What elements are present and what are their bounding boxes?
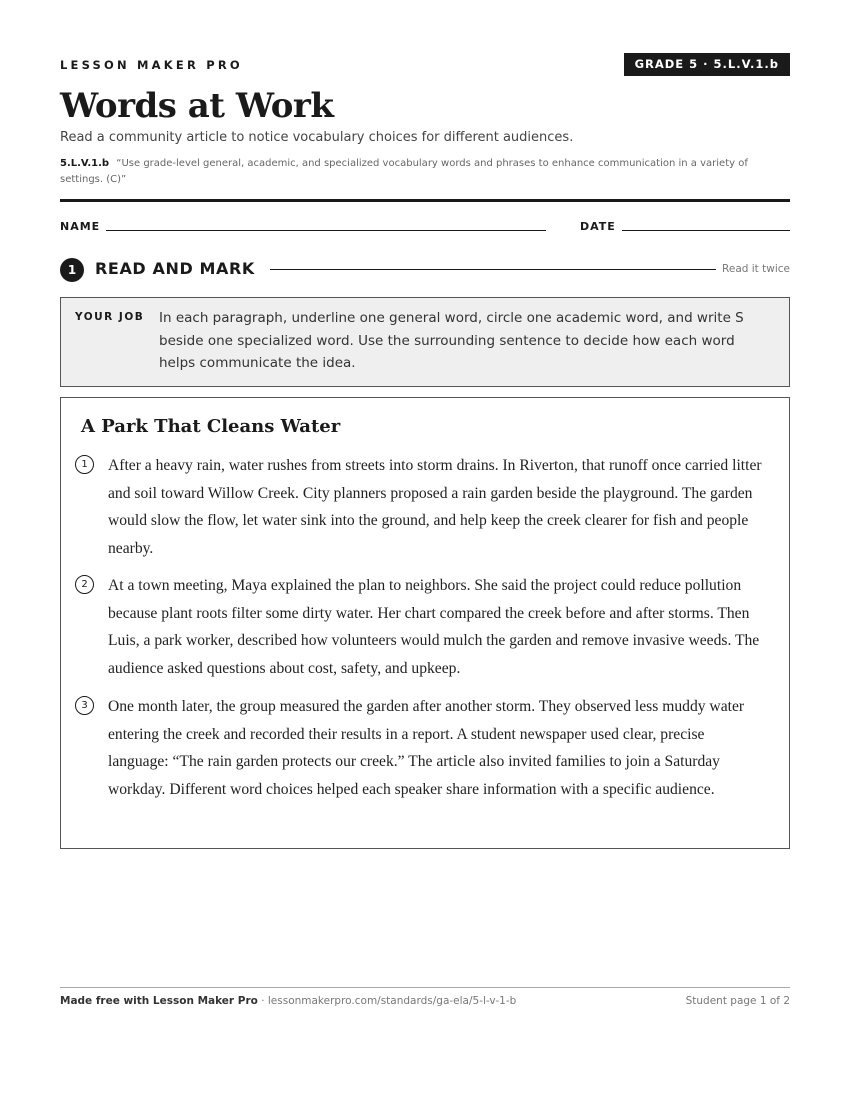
page-title: Words at Work xyxy=(60,86,334,126)
paragraph-text: At a town meeting, Maya explained the plan to neighbors. She said the project could reduce pollution because plant roots filter some dirty water. Her chart compared the creek before and after storms. Then Luis, a park worker, described how volunteers would mulch the garden and remove invasive weeds. The audience asked questions about cost, safety, and upkeep. xyxy=(108,577,760,677)
grade-badge: GRADE 5 · 5.L.V.1.b xyxy=(624,53,790,76)
name-label: NAME xyxy=(60,220,101,233)
footer-made-with: Made free with Lesson Maker Pro xyxy=(60,995,258,1007)
footer-credit xyxy=(60,995,516,1007)
standard-description xyxy=(60,156,790,188)
article-box xyxy=(60,397,790,849)
paragraph-number: 3 xyxy=(75,696,94,715)
section-divider xyxy=(270,269,716,270)
section-title: READ AND MARK xyxy=(95,259,255,278)
instructions-label: YOUR JOB xyxy=(75,311,145,323)
footer-divider xyxy=(60,987,790,988)
worksheet-page xyxy=(60,0,790,1100)
name-field-line[interactable] xyxy=(106,230,546,231)
footer-url-link[interactable]: lessonmakerpro.com/standards/ga-ela/5-l-v-1-b xyxy=(267,995,517,1007)
header-divider xyxy=(60,199,790,202)
page-subtitle: Read a community article to notice vocabulary choices for different audiences. xyxy=(60,130,574,145)
instructions-text: In each paragraph, underline one general word, circle one academic word, and write S beside one specialized word. Use the surrounding sentence to decide how each word helps communicate the idea. xyxy=(159,310,744,371)
footer-page-number: Student page 1 of 2 xyxy=(685,995,790,1007)
paragraph-text: After a heavy rain, water rushes from streets into storm drains. In Riverton, that runoff once carried litter and soil toward Willow Creek. City planners proposed a rain garden beside the playground. The garden would slow the flow, let water sink into the ground, and help keep the creek clearer for fish and people nearby. xyxy=(108,457,762,557)
section-number-badge: 1 xyxy=(60,258,84,282)
standard-code: 5.L.V.1.b xyxy=(60,158,110,169)
date-label: DATE xyxy=(580,220,616,233)
standard-text: “Use grade-level general, academic, and specialized vocabulary words and phrases to enhance communication in a variety of settings. (C)” xyxy=(60,158,748,185)
footer-separator: · xyxy=(257,995,268,1007)
paragraph-number: 1 xyxy=(75,455,94,474)
instructions-box xyxy=(60,297,790,387)
article-title: A Park That Cleans Water xyxy=(81,416,341,437)
section-note: Read it twice xyxy=(722,263,790,275)
paragraph-number: 2 xyxy=(75,575,94,594)
brand-name: LESSON MAKER PRO xyxy=(60,58,243,72)
date-field-line[interactable] xyxy=(622,230,790,231)
paragraph-text: One month later, the group measured the garden after another storm. They observed less muddy water entering the creek and recorded their results in a report. A student newspaper used clear, precise language: “The rain garden protects our creek.” The article also invited families to join a Saturday workday. Different word choices helped each speaker share information with a specific audience. xyxy=(108,698,745,798)
